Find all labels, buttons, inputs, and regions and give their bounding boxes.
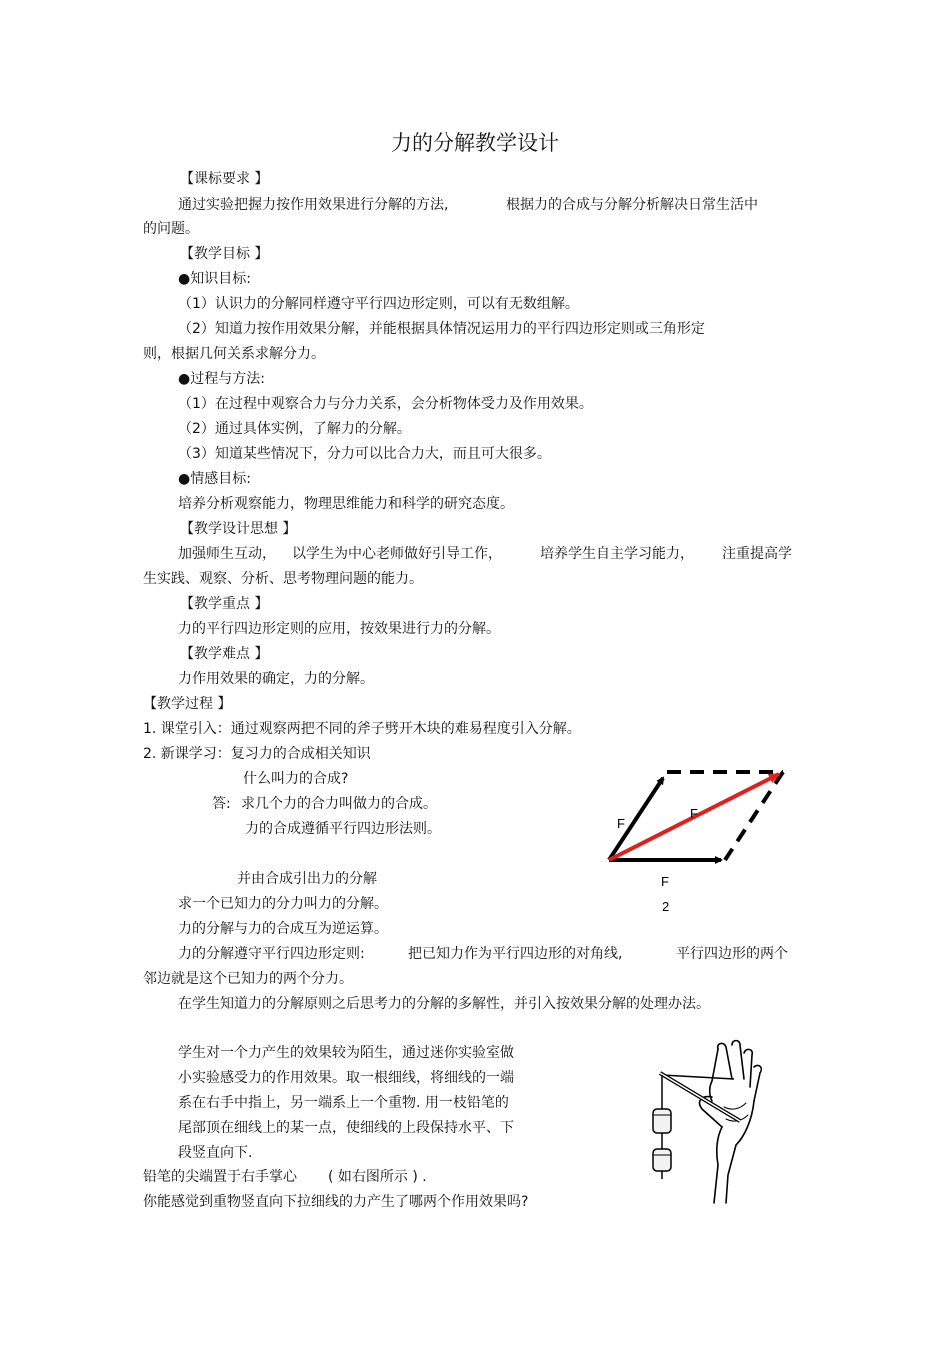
page-title: 力的分解教学设计 [391, 131, 559, 155]
design-text: 以学生为中心老师做好引导工作， [292, 546, 502, 562]
key-text: 力的平行四边形定则的应用，按效果进行力的分解。 [178, 621, 500, 637]
knowledge-heading: ●知识目标: [178, 271, 251, 287]
decomposition-rule: 力的分解遵守平行四边形定则: [178, 946, 365, 962]
answer-label: 答: [212, 796, 231, 812]
design-text: 培养学生自主学习能力， [540, 546, 694, 562]
emotion-heading: ●情感目标: [178, 471, 251, 487]
experiment-text: 小实验感受力的作用效果。取一根细线，将细线的一端 [178, 1070, 514, 1086]
difficult-text: 力作用效果的确定，力的分解。 [178, 671, 374, 687]
decomposition-rule: 把已知力作为平行四边形的对角线, [408, 946, 623, 962]
experiment-text: 铅笔的尖端置于右手掌心 [143, 1169, 297, 1185]
experiment-question: 你能感觉到重物竖直向下拉细线的力产生了哪两个作用效果吗? [143, 1194, 529, 1210]
key-heading: 【教学重点 】 [180, 596, 269, 612]
parallelogram-diagram [595, 760, 795, 920]
emotion-text: 培养分析观察能力，物理思维能力和科学的研究态度。 [178, 496, 514, 512]
process-item: （3）知道某些情况下，分力可以比合力大，而且可大很多。 [178, 446, 551, 462]
experiment-text: 系在右手中指上，另一端系上一个重物. 用一枝铅笔的 [178, 1095, 509, 1111]
decomposition-rule: 邻边就是这个已知力的两个分力。 [143, 971, 353, 987]
knowledge-item: （1）认识力的分解同样遵守平行四边形定则，可以有无数组解。 [178, 296, 579, 312]
procedure-step: 1. 课堂引入：通过观察两把不同的斧子劈开木块的难易程度引入分解。 [143, 721, 581, 737]
procedure-heading: 【教学过程 】 [143, 696, 232, 712]
label-f1: F [617, 816, 625, 831]
experiment-text: 学生对一个力产生的效果较为陌生，通过迷你实验室做 [178, 1045, 514, 1061]
experiment-text: 段竖直向下. [178, 1145, 253, 1161]
design-text: 生实践、观察、分析、思考物理问题的能力。 [143, 571, 423, 587]
curriculum-text: 根据力的合成与分解分析解决日常生活中 [506, 197, 758, 213]
design-text: 注重提高学 [722, 546, 792, 562]
label-f2-subscript: 2 [662, 899, 670, 914]
process-item: （2）通过具体实例，了解力的分解。 [178, 421, 411, 437]
question-text: 什么叫力的合成? [243, 771, 349, 787]
curriculum-text: 通过实验把握力按作用效果进行分解的方法, [178, 197, 449, 213]
label-f: F [690, 806, 698, 821]
procedure-step: 2. 新课学习：复习力的合成相关知识 [143, 746, 371, 762]
derive-text: 并由合成引出力的分解 [237, 871, 377, 887]
goals-heading: 【教学目标 】 [180, 246, 269, 262]
curriculum-text: 的问题。 [143, 221, 199, 237]
knowledge-item: 则，根据几何关系求解分力。 [143, 346, 325, 362]
design-heading: 【教学设计思想 】 [180, 521, 297, 537]
decomposition-rule: 平行四边形的两个 [676, 946, 788, 962]
rule-text: 力的合成遵循平行四边形法则。 [245, 821, 441, 837]
design-text: 加强师生互动， [178, 546, 276, 562]
inverse-text: 力的分解与力的合成互为逆运算。 [178, 921, 388, 937]
experiment-text: 尾部顶在细线上的某一点，使细线的上段保持水平、下 [178, 1120, 514, 1136]
hand-pencil-weight-icon [632, 1035, 792, 1210]
knowledge-item: （2）知道力按作用效果分解，并能根据具体情况运用力的平行四边形定则或三角形定 [178, 321, 705, 337]
decomposition-definition: 求一个已知力的分力叫力的分解。 [178, 896, 388, 912]
difficult-heading: 【教学难点 】 [180, 646, 269, 662]
experiment-text: ( 如右图所示 ) . [328, 1169, 427, 1185]
answer-text: 求几个力的合力叫做力的合成。 [241, 796, 437, 812]
process-item: （1）在过程中观察合力与分力关系，会分析物体受力及作用效果。 [178, 396, 593, 412]
curriculum-heading: 【课标要求 】 [180, 171, 269, 187]
process-heading: ●过程与方法: [178, 371, 265, 387]
multi-solution-text: 在学生知道力的分解原则之后思考力的分解的多解性，并引入按效果分解的处理办法。 [178, 996, 710, 1012]
label-f2: F [661, 874, 669, 889]
